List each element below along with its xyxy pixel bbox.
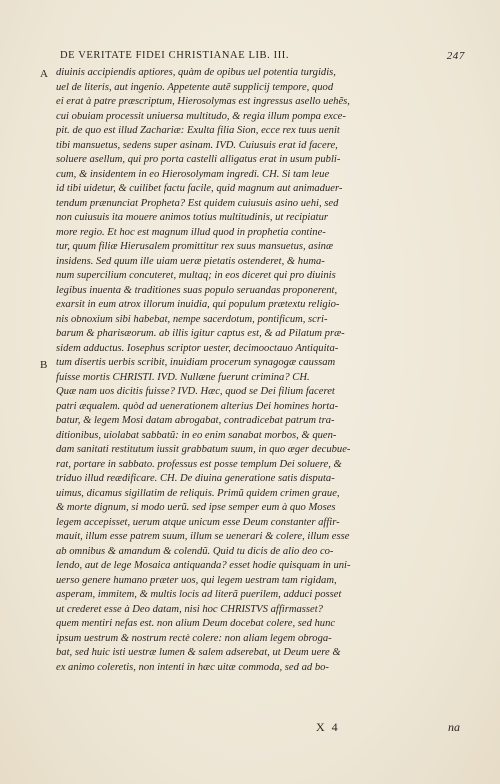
text-line: mauit, illum esse patrem suum, illum se uenerari & colere, illum esse [56,531,350,542]
text-line: barum & pharisæorum. ab illis igitur captus est, & ad Pilatum præ- [56,328,345,339]
text-line: tibi mansuetus, sedens super asinam. IVD. Cuiusuis erat id facere, [56,139,338,151]
text-line: rat, portare in sabbato. professus est posse templum Dei soluere, & [56,458,342,470]
text-line: pit. de quo est illud Zachariæ: Exulta filia Sion, ecce rex tuus uenit [56,125,340,136]
text-line: bat, sed huic isti uestræ lumen & salem adserebat, ut Deum uere & [56,647,341,658]
text-line: non cuiusuis ita mouere animos totius multitudinis, ut recipiatur [56,212,329,223]
text-line: lendo, aut de lege Mosaica antiquanda? esset hodie quisquam in uni- [56,560,351,571]
text-line: diuinis accipiendis aptiores, quàm de opibus uel potentia turgidis, [56,67,336,78]
text-line: insidens. Sed quum ille uiam ueræ pietatis ostenderet, & huma- [56,255,325,267]
text-line: & morte dignum, si modo uerũ. sed ipse semper eum à quo Moses [56,502,336,513]
text-line: fuisse mortis CHRISTI. IVD. Nullæne fuerunt crimina? CH. [56,371,310,383]
text-line: uimus, dicamus sigillatim de reliquis. Primũ quidem crimen graue, [56,487,340,499]
text-line: dam sanitati restitutum iussit grabbatum suum, in quo æger decubue- [56,444,351,455]
signature-mark: X 4 [316,720,340,734]
text-line: tur, quum filiæ Hierusalem promittitur rex suus mansuetus, asinæ [56,241,334,252]
page-header [60,50,465,66]
page-number: 247 [446,50,465,62]
text-line: cum, & insidentem in eo Hierosolymam ingredi. CH. Si tam leue [56,168,330,180]
text-line: legem accepisset, uerum atque unicum esse Deum constanter affir- [56,516,340,528]
text-line: patri æqualem. quòd ad uenerationem alterius Dei homines horta- [56,400,339,412]
body-text [56,66,469,675]
marginal-letter-b: B [40,359,48,371]
text-line: cui obuiam processit uniuersa multitudo, & regia illum pompa exce- [56,110,346,122]
marginal-letter-a: A [40,68,48,80]
text-line: batur, & legem Mosi datam abrogabat, contradicebat patrum tra- [56,415,335,426]
text-line: more regio. Et hoc est magnum illud quod in prophetia contine- [56,226,326,238]
text-line: asperam, immitem, & multis locis ad literã puerilem, adduci posset [56,589,342,600]
text-line: ex animo coleretis, non intenti in hæc uitæ commoda, sed ad bo- [56,661,329,673]
text-line: legibus inuenta & traditiones suas populo seruandas proponerent, [56,284,338,296]
page-footer [300,720,460,738]
text-line: ab omnibus & amandum & colendũ. Quid tu dicis de alio deo co- [56,545,334,557]
text-line: ipsum uestrum & nostrum rectè colere: non aliam legem obroga- [56,632,332,644]
text-line: tendum prænunciat Propheta? Est quidem cuiusuis asino uehi, sed [56,197,339,209]
text-line: ut crederet esse à Deo datam, nisi hoc CHRISTVS affirmasset? [56,603,323,615]
text-line: ei erat à patre præscriptum, Hierosolymas est ingressus asello uehẽs, [56,96,350,107]
text-line: tum disertis uerbis scribit, inuidiam procerum synagogæ caussam [56,357,336,368]
text-line: nis obnoxium sibi habebat, nempe sacerdotum, pontificum, scri- [56,313,328,325]
text-line: ditionibus, uiolabat sabbatũ: in eo enim sanabat morbos, & quen- [56,429,337,441]
text-line: uerso genere humano præter uos, qui legem uestram tam rigidam, [56,574,337,586]
text-line: triduo illud reædificare. CH. De diuina generatione satis disputa- [56,473,335,484]
text-line: sidem adductus. Iosephus scriptor uester, decimooctauo Antiquita- [56,342,339,354]
catchword: na [448,720,460,734]
text-line: id tibi uidetur, & cuilibet factu facile, quid magnum aut animaduer- [56,183,343,194]
text-line: num supercilium concuteret, multaq; in eos diceret qui pro diuinis [56,270,336,281]
text-line: soluere asellum, qui pro porta castelli alligatus erat in usum publi- [56,154,341,165]
text-line: exarsit in eum atrox illorum inuidia, qui populum prætextu religio- [56,299,340,310]
text-line: uel de literis, aut ingenio. Appetente autẽ supplicij tempore, quod [56,81,334,93]
text-line: Quæ nam uos dicitis fuisse? IVD. Hæc, quod se Dei filium faceret [56,386,335,397]
running-title: DE VERITATE FIDEI CHRISTIANAE LIB. III. [60,50,290,61]
text-line: quem mentiri nefas est. non alium Deum docebat colere, sed hunc [56,618,336,629]
